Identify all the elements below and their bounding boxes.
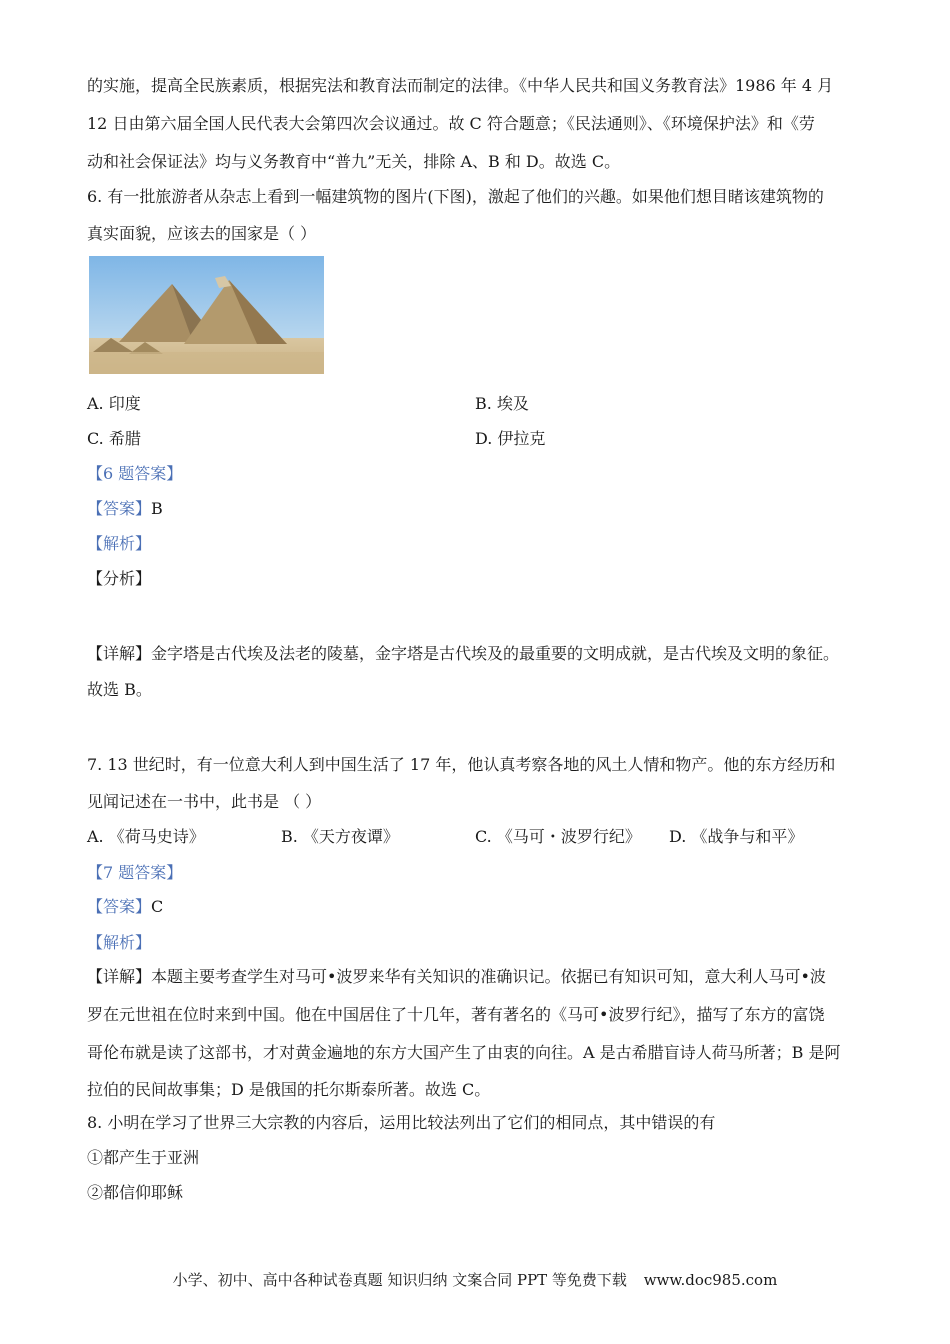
q7-detail-line-2: 罗在元世祖在位时来到中国。他在中国居住了十几年，著有著名的《马可•波罗行纪》，描写了东方的富饶 (87, 1005, 825, 1024)
q7-option-a: A. 《荷马史诗》 (87, 827, 205, 846)
q6-option-c: C. 希腊 (87, 429, 141, 448)
page-footer (0, 1270, 950, 1290)
q8-stem-line-1: 8. 小明在学习了世界三大宗教的内容后，运用比较法列出了它们的相同点，其中错误的有 (87, 1113, 716, 1132)
q6-stem-line-1: 6. 有一批旅游者从杂志上看到一幅建筑物的图片(下图)，激起了他们的兴趣。如果他们想目睹该建筑物的 (87, 187, 824, 206)
q7-detail-line-4: 拉伯的民间故事集；D 是俄国的托尔斯泰所著。故选 C。 (87, 1080, 491, 1099)
q6-answer (87, 499, 163, 519)
q7-detail-label: 【详解】 (87, 967, 152, 986)
q6-answer-label: 【答案】 (87, 499, 152, 518)
q5-explanation-line-1: 的实施，提高全民族素质，根据宪法和教育法而制定的法律。《中华人民共和国义务教育法》1986 年 4 月 (87, 76, 834, 95)
q6-detail-label: 【详解】 (87, 644, 152, 663)
q6-option-b: B. 埃及 (475, 394, 529, 413)
q7-answer-header: 【7 题答案】 (87, 863, 183, 882)
q7-detail-line-3: 哥伦布就是读了这部书，才对黄金遍地的东方大国产生了由衷的向往。A 是古希腊盲诗人荷马所著；B 是阿 (87, 1043, 841, 1062)
q6-answer-header: 【6 题答案】 (87, 464, 183, 483)
q8-item-2: ②都信仰耶稣 (87, 1183, 184, 1202)
q7-option-d: D. 《战争与和平》 (669, 827, 804, 846)
q6-option-a: A. 印度 (87, 394, 141, 413)
q6-fenxi-label: 【分析】 (87, 569, 152, 588)
q8-item-1: ①都产生于亚洲 (87, 1148, 200, 1167)
q7-analysis-label: 【解析】 (87, 933, 152, 952)
q7-detail-line-1 (87, 967, 826, 987)
q7-answer (87, 897, 163, 917)
q7-detail-text: 本题主要考查学生对马可•波罗来华有关知识的准确识记。依据已有知识可知，意大利人马可•波 (151, 967, 826, 986)
q6-answer-value: B (151, 499, 163, 518)
footer-text: 小学、初中、高中各种试卷真题 知识归纳 文案合同 PPT 等免费下载 (172, 1271, 627, 1289)
q6-stem-line-2: 真实面貌，应该去的国家是（ ） (87, 224, 317, 243)
pyramids-photo-icon (89, 256, 324, 374)
footer-url: www.doc985.com (643, 1271, 778, 1289)
q5-explanation-line-3: 动和社会保证法》均与义务教育中“普九”无关，排除 A、B 和 D。故选 C。 (87, 152, 621, 171)
q7-answer-label: 【答案】 (87, 897, 152, 916)
q7-answer-value: C (151, 897, 164, 916)
q7-stem-line-1: 7. 13 世纪时，有一位意大利人到中国生活了 17 年，他认真考察各地的风土人情和物产。他的东方经历和 (87, 755, 836, 774)
q6-option-d: D. 伊拉克 (475, 429, 546, 448)
q6-detail-text: 金字塔是古代埃及法老的陵墓，金字塔是古代埃及的最重要的文明成就，是古代埃及文明的象征。 (151, 644, 840, 663)
q6-analysis-label: 【解析】 (87, 534, 152, 553)
q6-detail-line-2: 故选 B。 (87, 680, 152, 699)
q7-option-b: B. 《天方夜谭》 (281, 827, 399, 846)
q6-detail-line-1 (87, 644, 839, 664)
q7-option-c: C. 《马可・波罗行纪》 (475, 827, 641, 846)
q7-stem-line-2: 见闻记述在一书中，此书是 （ ） (87, 792, 322, 811)
q5-explanation-line-2: 12 日由第六届全国人民代表大会第四次会议通过。故 C 符合题意；《民法通则》、《环境保护法》和《劳 (87, 114, 815, 133)
